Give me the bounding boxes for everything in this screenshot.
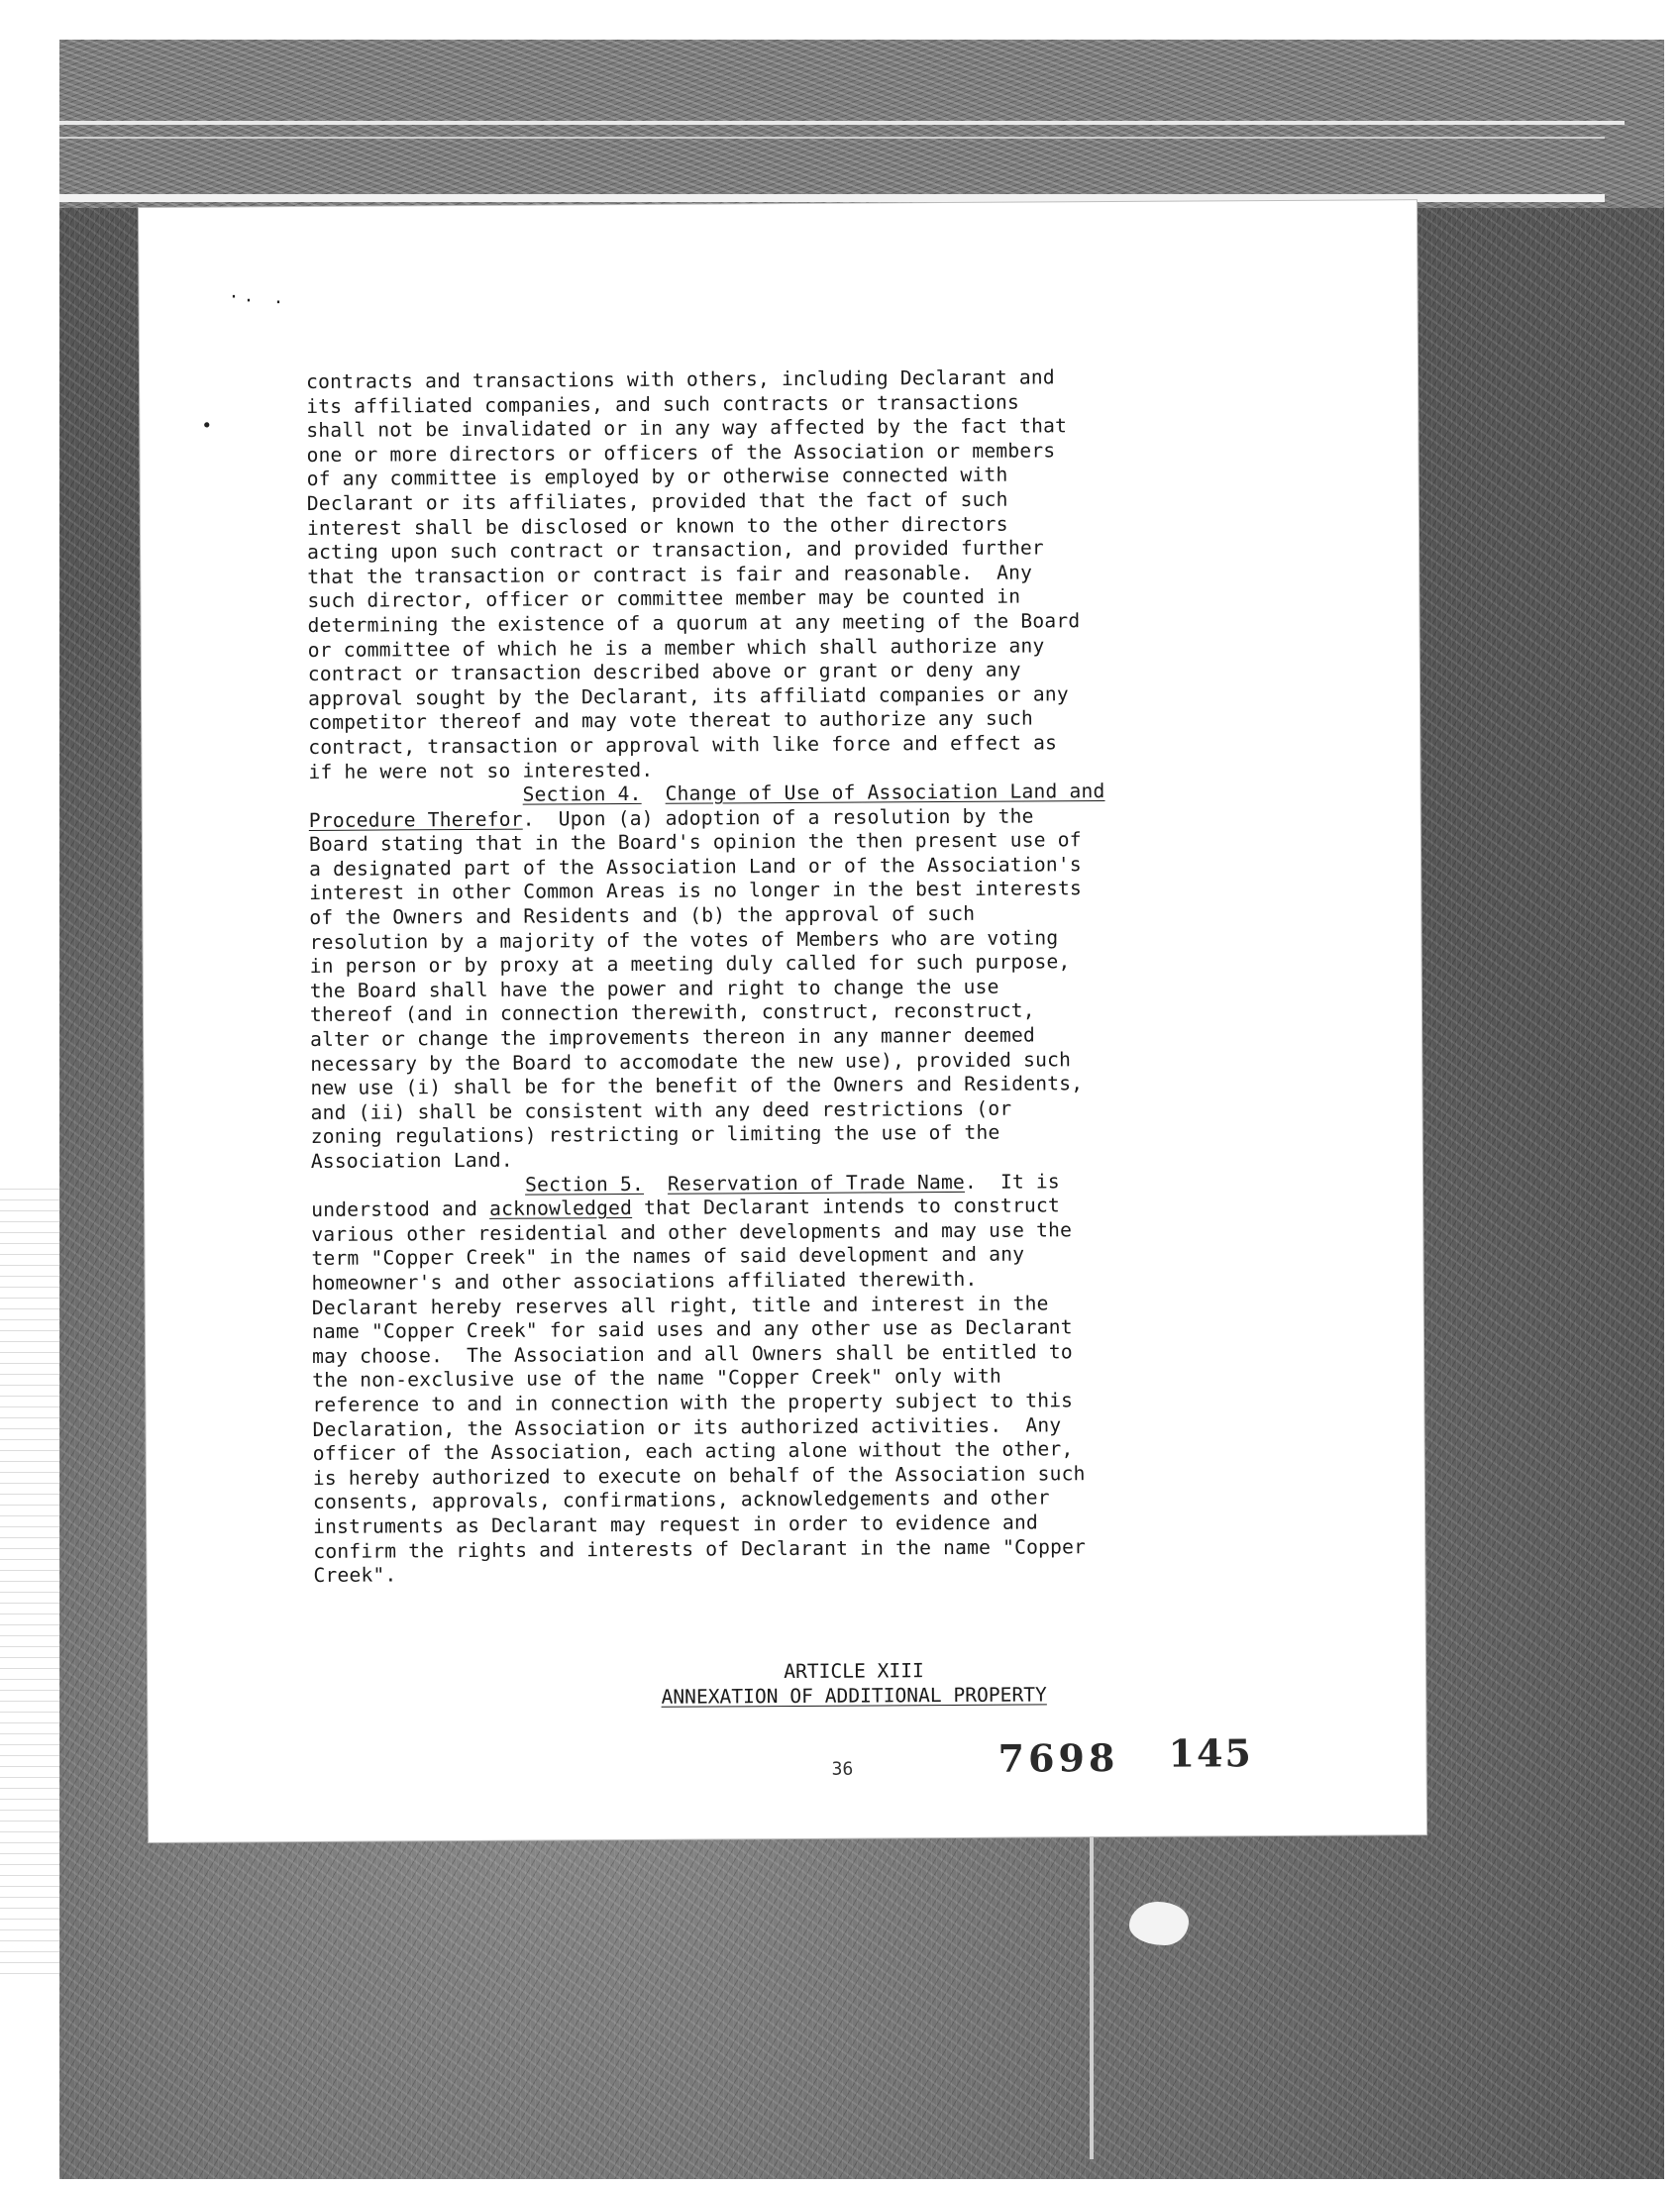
- text-line: necessary by the Board to accomodate the new use), provided such: [310, 1047, 1072, 1076]
- text-line: interest in other Common Areas is no longer in the best interests: [309, 877, 1083, 905]
- section-4-title-part-2: Procedure Therefor: [308, 807, 523, 832]
- section-4-body: [309, 827, 1391, 1175]
- text-line: a designated part of the Association Land or of the Association's: [309, 853, 1082, 881]
- text-line: zoning regulations) restricting or limiting the use of the: [310, 1121, 1000, 1149]
- text-line: various other residential and other developments and may use the: [311, 1218, 1073, 1246]
- text-line: shall not be invalidated or in any way affected by the fact that: [306, 414, 1068, 443]
- article-number: ARTICLE XIII: [784, 1659, 924, 1684]
- text-line: Board stating that in the Board's opinion the then present use of: [308, 828, 1082, 857]
- text-line: the non-exclusive use of the name "Copper Creek" only with: [312, 1365, 1002, 1393]
- text-line: may choose. The Association and all Owners shall be entitled to: [312, 1340, 1073, 1368]
- text-line: thereof (and in connection therewith, construct, reconstruct,: [309, 998, 1035, 1027]
- text-line: reference to and in connection with the property subject to this: [312, 1389, 1074, 1416]
- section-4-number: Section 4.: [522, 782, 642, 806]
- text-line: Declarant hereby reserves all right, title and interest in the: [311, 1291, 1049, 1319]
- dust-speck: ·: [243, 290, 255, 312]
- page-number: 36: [831, 1758, 854, 1780]
- text-line: approval sought by the Declarant, its affiliatd companies or any: [307, 681, 1069, 710]
- white-blot: [1129, 1902, 1189, 1945]
- section-5-number: Section 5.: [524, 1172, 645, 1197]
- text-line: instruments as Declarant may request in order to evidence and: [313, 1510, 1038, 1538]
- scan-line: [59, 137, 1605, 139]
- text-line: such director, officer or committee member may be counted in: [307, 584, 1021, 613]
- article-title: ANNEXATION OF ADDITIONAL PROPERTY: [661, 1683, 1047, 1709]
- text-line: that the transaction or contract is fair and reasonable. Any: [307, 561, 1033, 588]
- text-line: homeowner's and other associations affiliated therewith.: [311, 1267, 978, 1295]
- text-line: Creek".: [313, 1563, 397, 1588]
- document-body: [306, 364, 1393, 1588]
- section-5-title: Reservation of Trade Name: [667, 1170, 965, 1196]
- text-line: of the Owners and Residents and (b) the approval of such: [309, 901, 976, 930]
- text-line: Declaration, the Association or its authorized activities. Any: [312, 1412, 1062, 1441]
- text-line: and (ii) shall be consistent with any deed restrictions (or: [310, 1096, 1012, 1124]
- section-4-title-part-1: Change of Use of Association Land and: [665, 780, 1105, 805]
- text-line: new use (i) shall be for the benefit of the Owners and Residents,: [310, 1072, 1084, 1100]
- text-line: one or more directors or officers of the Association or members: [306, 439, 1056, 467]
- text-line: term "Copper Creek" in the names of said development and any: [311, 1242, 1025, 1271]
- section-5-underlined-word: acknowledged: [489, 1197, 633, 1221]
- dust-speck: •: [201, 415, 213, 437]
- text-line: interest shall be disclosed or known to the other directors: [306, 512, 1008, 540]
- text-line: determining the existence of a quorum at any meeting of the Board: [307, 609, 1081, 637]
- text-line: consents, approvals, confirmations, acknowledgements and other: [312, 1486, 1050, 1514]
- section-5-second-line-rest: that Declarant intends to construct: [632, 1194, 1061, 1220]
- scan-line: [59, 121, 1625, 125]
- text-line: of any committee is employed by or otherwise connected with: [306, 464, 1008, 491]
- text-line: contract or transaction described above or grant or deny any: [307, 658, 1021, 686]
- recording-stamp-book: 7698: [998, 1734, 1119, 1781]
- document-page: [139, 200, 1426, 1842]
- text-line: is hereby authorized to execute on behalf of the Association such: [312, 1461, 1086, 1490]
- text-line: officer of the Association, each acting alone without the other,: [312, 1437, 1074, 1466]
- text-line: name "Copper Creek" for said uses and any other use as Declarant: [311, 1315, 1073, 1344]
- text-line: contracts and transactions with others, including Declarant and: [306, 365, 1055, 393]
- text-line: its affiliated companies, and such contracts or transactions: [306, 390, 1020, 418]
- text-line: Declarant or its affiliates, provided that the fact of such: [306, 487, 1008, 515]
- dust-speck: ·: [272, 292, 284, 314]
- text-line: acting upon such contract or transaction, and provided further: [307, 536, 1044, 565]
- section-5-body: [311, 1216, 1393, 1589]
- dust-speck: ·: [228, 286, 240, 308]
- text-line: confirm the rights and interests of Declarant in the name "Copper: [313, 1534, 1087, 1563]
- paragraph-contracts: [306, 364, 1389, 784]
- text-line: resolution by a majority of the votes of Members who are voting: [309, 925, 1059, 954]
- text-line: competitor thereof and may vote thereat to authorize any such: [308, 706, 1034, 735]
- section-5-second-line-start: understood and: [311, 1198, 490, 1222]
- text-line: or committee of which he is a member which shall authorize any: [307, 633, 1045, 662]
- article-heading: [314, 1656, 1394, 1712]
- text-line: in person or by proxy at a meeting duly called for such purpose,: [309, 950, 1071, 979]
- section-4-first-line-rest: . Upon (a) adoption of a resolution by the: [522, 804, 1034, 831]
- margin-noise: [0, 1189, 59, 1981]
- section-5-first-line-rest: . It is: [964, 1169, 1060, 1194]
- text-line: the Board shall have the power and right to change the use: [309, 975, 999, 1002]
- text-line: if he were not so interested.: [308, 758, 654, 783]
- text-line: contract, transaction or approval with like force and effect as: [308, 731, 1058, 759]
- text-line: alter or change the improvements thereon in any manner deemed: [310, 1023, 1035, 1051]
- text-line: Association Land.: [310, 1148, 513, 1173]
- recording-stamp-page: 145: [1168, 1730, 1254, 1776]
- scan-streak: [1090, 1783, 1094, 2159]
